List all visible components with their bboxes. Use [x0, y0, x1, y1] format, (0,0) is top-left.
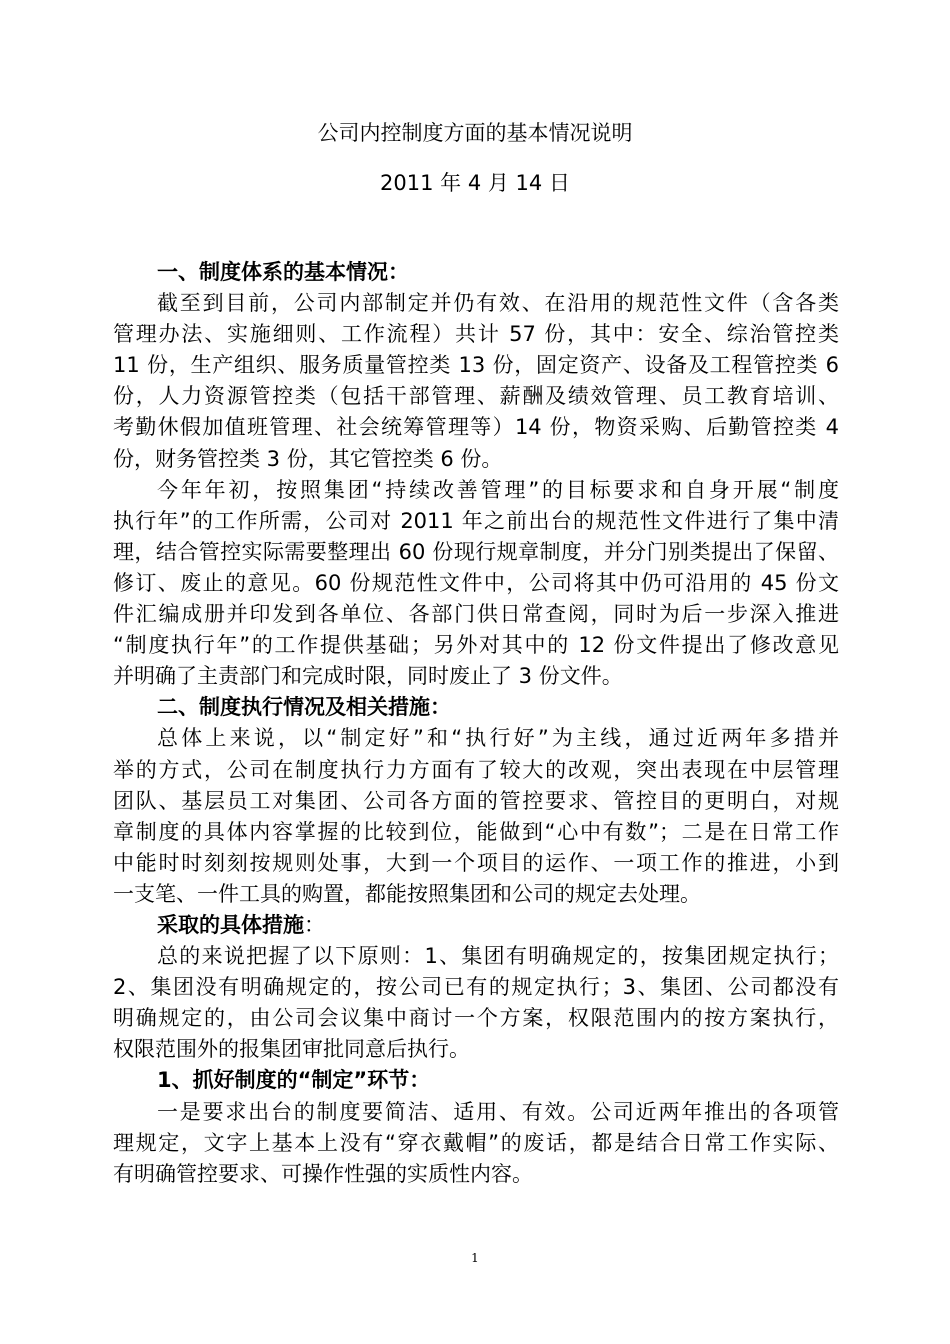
paragraph-line: 有明确管控要求、可操作性强的实质性内容。	[113, 1161, 533, 1186]
paragraph-line: 2、集团没有明确规定的，按公司已有的规定执行；3、集团、公司都没有	[113, 975, 839, 1000]
document-title: 公司内控制度方面的基本情况说明	[317, 121, 633, 145]
paragraph-line: 一是要求出台的制度要简洁、适用、有效。公司近两年推出的各项管	[157, 1099, 839, 1124]
paragraph-line: 今年年初，按照集团“持续改善管理”的目标要求和自身开展“制度	[157, 477, 839, 502]
measures-heading	[113, 910, 839, 941]
paragraph-line: 中能时时刻刻按规则处事，大到一个项目的运作、一项工作的推进，小到	[113, 850, 839, 875]
paragraph-line: “制度执行年”的工作提供基础；另外对其中的 12 份文件提出了修改意见	[113, 633, 839, 658]
paragraph-line: 理规定，文字上基本上没有“穿衣戴帽”的废话，都是结合日常工作实际、	[113, 1130, 839, 1155]
section-heading: 二、制度执行情况及相关措施：	[157, 695, 451, 720]
paragraph-line: 份，财务管控类 3 份，其它管控类 6 份。	[113, 446, 503, 471]
document-body	[113, 257, 839, 1190]
paragraph-line: 总的来说把握了以下原则：1、集团有明确规定的，按集团规定执行；	[157, 944, 839, 969]
measures-heading-text: 采取的具体措施	[157, 912, 304, 937]
paragraph-line: 团队、基层员工对集团、公司各方面的管控要求、管控目的更明白，对规	[113, 788, 839, 813]
paragraph-line: 件汇编成册并印发到各单位、各部门供日常查阅，同时为后一步深入推进	[113, 602, 839, 627]
subsection-heading: 1、抓好制度的“制定”环节：	[157, 1068, 431, 1093]
measures-heading-colon: ：	[304, 912, 325, 937]
document-date: 2011 年 4 月 14 日	[380, 171, 570, 195]
paragraph-line: 明确规定的，由公司会议集中商讨一个方案，权限范围内的按方案执行，	[113, 1006, 839, 1031]
paragraph-line: 举的方式，公司在制度执行力方面有了较大的改观，突出表现在中层管理	[113, 757, 839, 782]
paragraph-line: 修订、废止的意见。60 份规范性文件中，公司将其中仍可沿用的 45 份文	[113, 570, 839, 595]
section-heading: 一、制度体系的基本情况：	[157, 260, 409, 284]
paragraph-line: 执行年”的工作所需，公司对 2011 年之前出台的规范性文件进行了集中清	[113, 508, 839, 533]
paragraph-line: 管理办法、实施细则、工作流程）共计 57 份，其中：安全、综治管控类	[113, 322, 839, 347]
paragraph-line: 考勤休假加值班管理、社会统筹管理等）14 份，物资采购、后勤管控类 4	[113, 415, 839, 440]
paragraph-line: 并明确了主责部门和完成时限，同时废止了 3 份文件。	[113, 664, 623, 689]
paragraph-line: 11 份，生产组织、服务质量管控类 13 份，固定资产、设备及工程管控类 6	[113, 353, 839, 378]
paragraph-line: 份，人力资源管控类（包括干部管理、薪酬及绩效管理、员工教育培训、	[113, 384, 839, 409]
paragraph-line: 总体上来说，以“制定好”和“执行好”为主线，通过近两年多措并	[157, 726, 839, 751]
page-number: 1	[471, 1251, 479, 1265]
paragraph-line: 理，结合管控实际需要整理出 60 份现行规章制度，并分门别类提出了保留、	[113, 539, 839, 564]
paragraph-line: 权限范围外的报集团审批同意后执行。	[113, 1037, 470, 1062]
paragraph-line: 章制度的具体内容掌握的比较到位，能做到“心中有数”；二是在日常工作	[113, 819, 839, 844]
paragraph-line: 一支笔、一件工具的购置，都能按照集团和公司的规定去处理。	[113, 881, 701, 906]
paragraph-line: 截至到目前，公司内部制定并仍有效、在沿用的规范性文件（含各类	[157, 291, 839, 316]
